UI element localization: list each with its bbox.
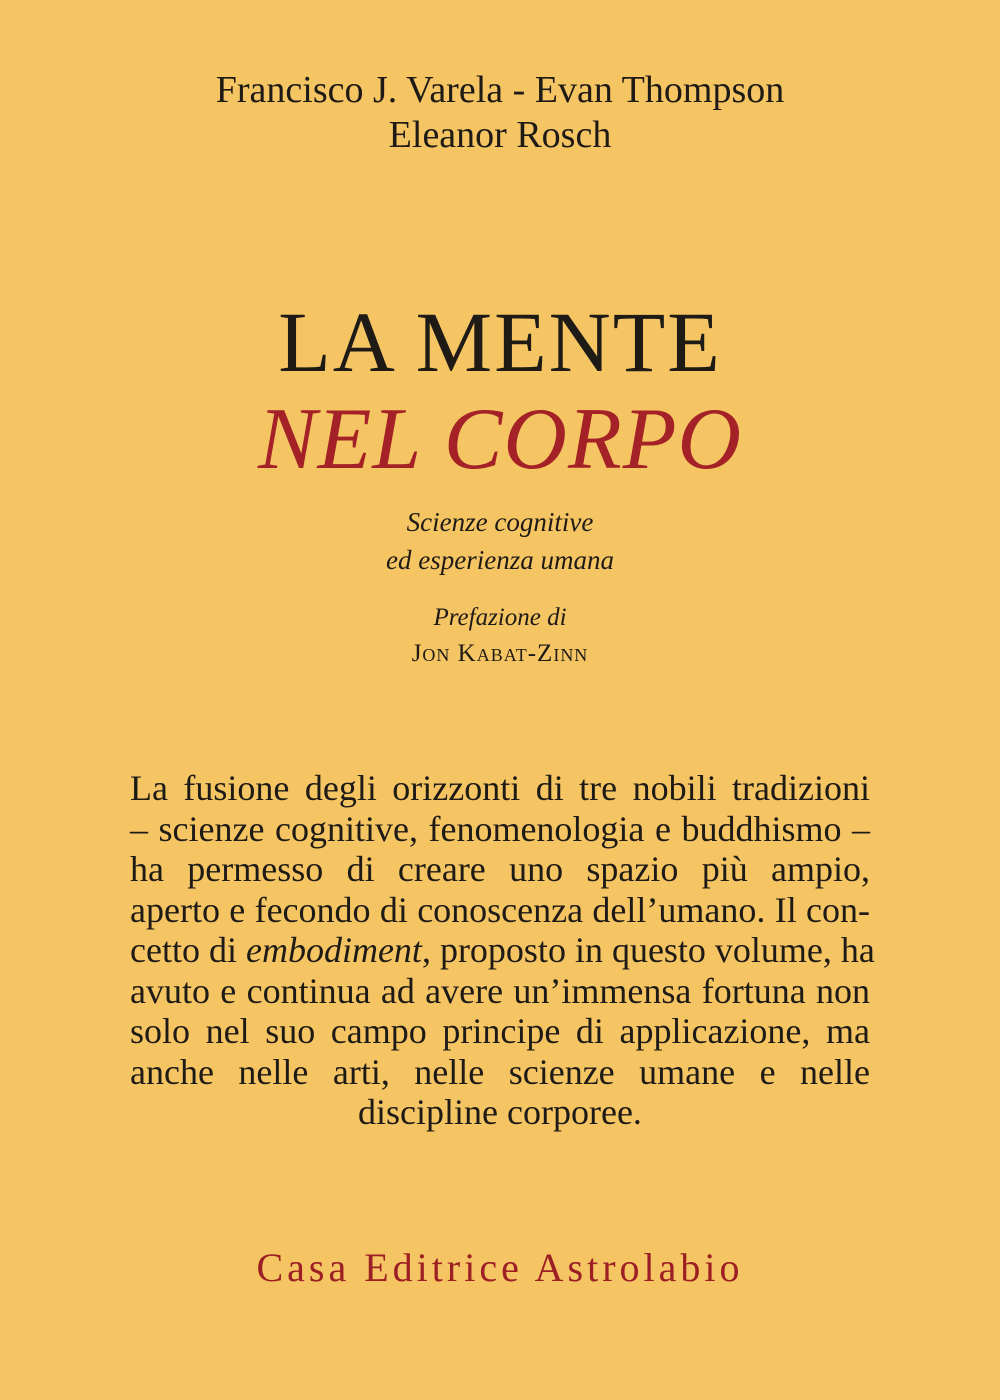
blurb-paragraph: [130, 768, 875, 1133]
subtitle-line-1: Scienze cognitive: [406, 507, 594, 537]
blurb-line: La fusione degli orizzonti di tre nobili tradizioni: [130, 768, 870, 808]
blurb-emphasis: embodiment: [245, 930, 422, 970]
preface-label: Prefazione di: [433, 604, 567, 631]
blurb-line: solo nel suo campo principe di applicazione, ma: [130, 1011, 870, 1051]
title-accent: NEL CORPO: [257, 391, 743, 488]
title-main: LA MENTE: [278, 294, 722, 390]
publisher-name: Casa Editrice Astrolabio: [256, 1245, 744, 1290]
blurb-line: avuto e continua ad avere un’immensa fortuna non: [130, 970, 870, 1011]
authors-line-1: Francisco J. Varela - Evan Thompson: [215, 69, 785, 111]
blurb-line: ha permesso di creare uno spazio più ampio,: [130, 849, 870, 889]
preface-author: Jon Kabat-Zinn: [411, 640, 589, 667]
blurb-line-embodiment: [130, 930, 875, 971]
blurb-text: , proposto in questo volume, ha: [421, 930, 875, 970]
authors-line-2: Eleanor Rosch: [388, 114, 612, 156]
blurb-line: discipline corporee.: [358, 1092, 642, 1132]
blurb-line: – scienze cognitive, fenomenologia e buddhismo –: [130, 808, 870, 849]
blurb-line: aperto e fecondo di conoscenza dell’umano. Il con-: [130, 889, 870, 930]
subtitle-line-2: ed esperienza umana: [386, 545, 614, 575]
blurb-text: cetto di: [130, 930, 246, 970]
blurb-line: anche nelle arti, nelle scienze umane e nelle: [130, 1051, 870, 1092]
